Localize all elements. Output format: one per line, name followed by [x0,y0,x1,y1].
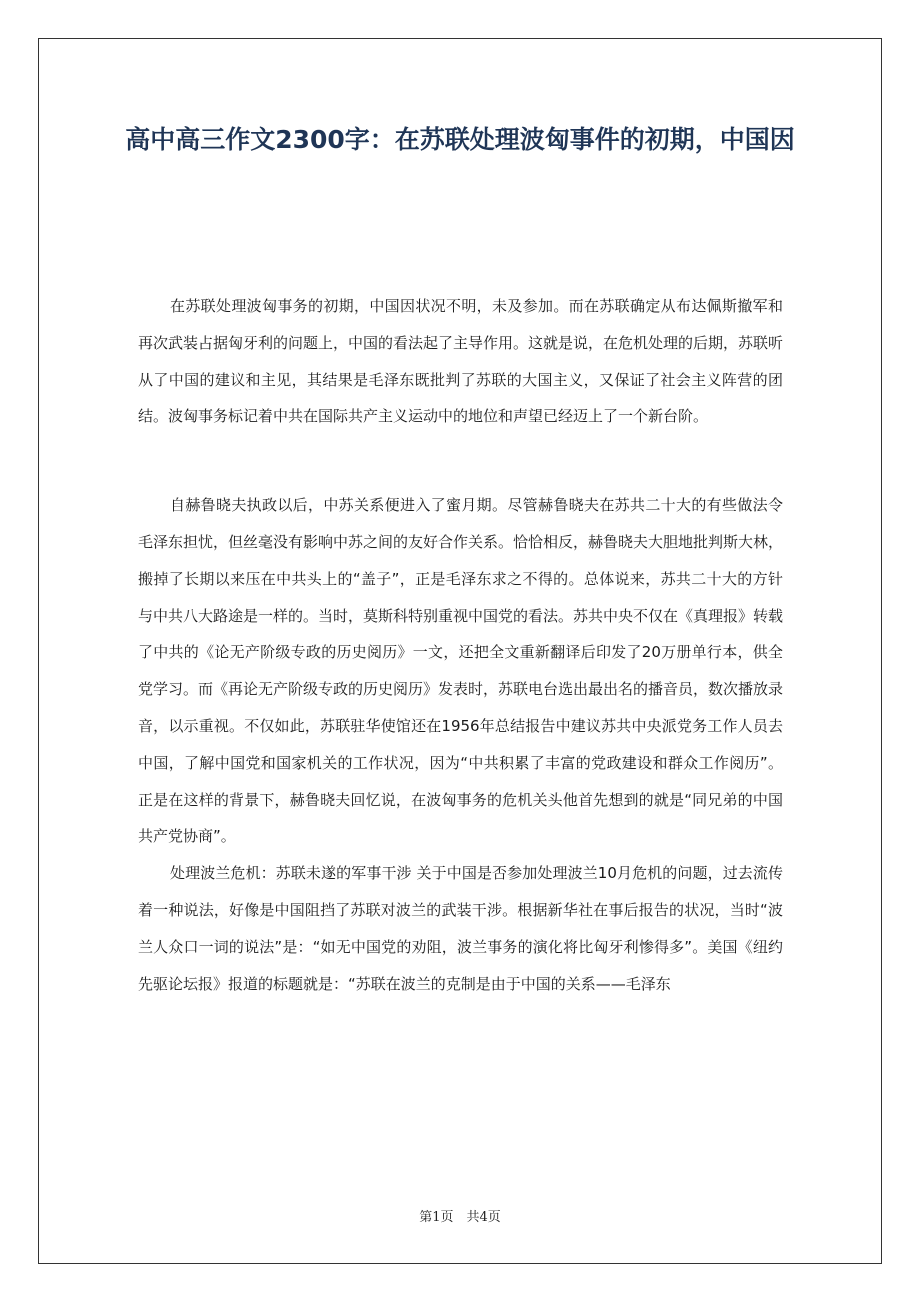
document-body [138,288,783,1002]
paragraph-1: 在苏联处理波匈事务的初期，中国因状况不明，未及参加。而在苏联确定从布达佩斯撤军和再次武装占据匈牙利的问题上，中国的看法起了主导作用。这就是说，在危机处理的后期，苏联听从了中国的建议和主见，其结果是毛泽东既批判了苏联的大国主义，又保证了社会主义阵营的团结。波匈事务标记着中共在国际共产主义运动中的地位和声望已经迈上了一个新台阶。 [138,297,784,426]
paragraph-3: 处理波兰危机：苏联未遂的军事干涉 关于中国是否参加处理波兰10月危机的问题，过去流传着一种说法，好像是中国阻挡了苏联对波兰的武装干涉。根据新华社在事后报告的状况，当时“波兰人众口一词的说法”是：“如无中国党的劝阻，波兰事务的演化将比匈牙利惨得多”。美国《纽约先驱论坛报》报道的标题就是：“苏联在波兰的克制是由于中国的关系——毛泽东 [138,864,783,993]
page-number-footer: 第1页 共4页 [419,1210,501,1225]
document-title: 高中高三作文2300字：在苏联处理波匈事件的初期，中国因 [125,125,795,154]
paragraph-2: 自赫鲁晓夫执政以后，中苏关系便进入了蜜月期。尽管赫鲁晓夫在苏共二十大的有些做法令毛泽东担忧，但丝毫没有影响中苏之间的友好合作关系。恰恰相反，赫鲁晓夫大胆地批判斯大林，搬掉了长期以来压在中共头上的“盖子”，正是毛泽东求之不得的。总体说来，苏共二十大的方针与中共八大路途是一样的。当时，莫斯科特别重视中国党的看法。苏共中央不仅在《真理报》转载了中共的《论无产阶级专政的历史阅历》一文，还把全文重新翻译后印发了20万册单行本，供全党学习。而《再论无产阶级专政的历史阅历》发表时，苏联电台选出最出名的播音员，数次播放录音，以示重视。不仅如此，苏联驻华使馆还在1956年总结报告中建议苏共中央派党务工作人员去中国，了解中国党和国家机关的工作状况，因为“中共积累了丰富的党政建设和群众工作阅历”。正是在这样的背景下，赫鲁晓夫回忆说，在波匈事务的危机关头他首先想到的就是“同兄弟的中国共产党协商”。 [138,496,784,846]
